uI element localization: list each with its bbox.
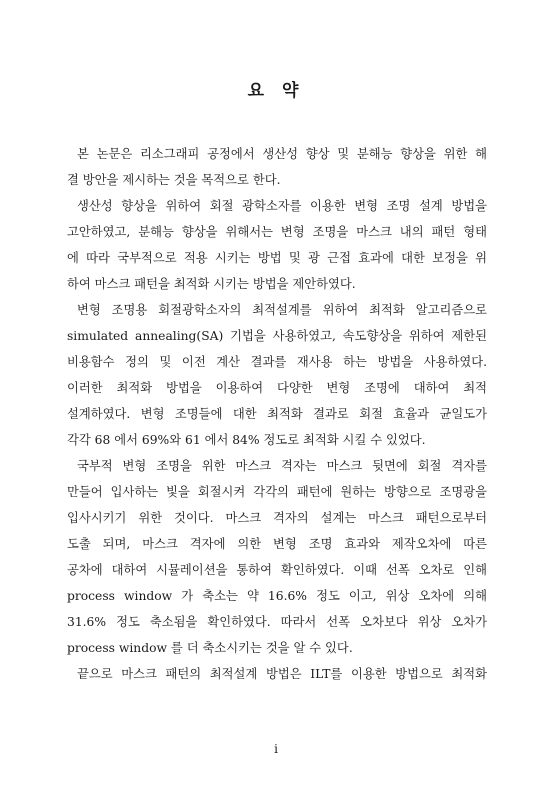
text-line: 도출 되며, 마스크 격자에 의한 변형 조명 효과와 제작오차에 따른 [67, 537, 487, 551]
text-line: 31.6% 정도 축소됨을 확인하였다. 따라서 선폭 오차보다 위상 오차가 [67, 615, 487, 629]
text-line: 끝으로 마스크 패턴의 최적설계 방법은 ILT를 이용한 방법으로 최적화 [77, 667, 487, 681]
abstract-body [67, 141, 487, 687]
text-line: 이러한 최적화 방법을 이용하여 다양한 변형 조명에 대하여 최적 [67, 381, 487, 395]
text-line: 고안하였고, 분해능 향상을 위해서는 변형 조명을 마스크 내의 패턴 형태 [67, 225, 487, 239]
text-line: 하여 마스크 패턴을 최적화 시키는 방법을 제안하였다. [67, 277, 356, 291]
page-number: i [274, 742, 278, 756]
text-line: 생산성 향상을 위하여 회절 광학소자를 이용한 변형 조명 설계 방법을 [77, 199, 487, 213]
text-line: 본 논문은 리소그래피 공정에서 생산성 향상 및 분해능 향상을 위한 해 [77, 147, 487, 161]
text-line: 만들어 입사하는 빛을 회절시켜 각각의 패턴에 원하는 방향으로 조명광을 [67, 485, 487, 499]
text-line: simulated annealing(SA) 기법을 사용하였고, 속도향상을 위하여 제한된 [67, 329, 487, 343]
text-line: process window 를 더 축소시키는 것을 알 수 있다. [67, 641, 353, 655]
text-line: 에 따라 국부적으로 적용 시키는 방법 및 광 근접 효과에 대한 보정을 위 [67, 251, 487, 265]
text-line: 국부적 변형 조명을 위한 마스크 격자는 마스크 뒷면에 회절 격자를 [77, 459, 487, 473]
page-title: 요 약 [247, 81, 305, 101]
text-line: process window 가 축소는 약 16.6% 정도 이고, 위상 오차에 의해 [67, 589, 487, 603]
text-line: 설계하였다. 변형 조명들에 대한 최적화 결과로 회절 효율과 균일도가 [67, 407, 487, 421]
text-line: 각각 68 에서 69%와 61 에서 84% 정도로 최적화 시킬 수 있었다. [67, 433, 426, 447]
text-line: 공차에 대하여 시뮬레이션을 통하여 확인하였다. 이때 선폭 오차로 인해 [67, 563, 487, 577]
text-line: 입사시키기 위한 것이다. 마스크 격자의 설계는 마스크 패턴으로부터 [67, 511, 487, 525]
text-line: 변형 조명용 회절광학소자의 최적설계를 위하여 최적화 알고리즘으로 [77, 303, 487, 317]
text-line: 결 방안을 제시하는 것을 목적으로 한다. [67, 173, 281, 187]
text-line: 비용함수 정의 및 이전 계산 결과를 재사용 하는 방법을 사용하였다. [67, 355, 487, 369]
